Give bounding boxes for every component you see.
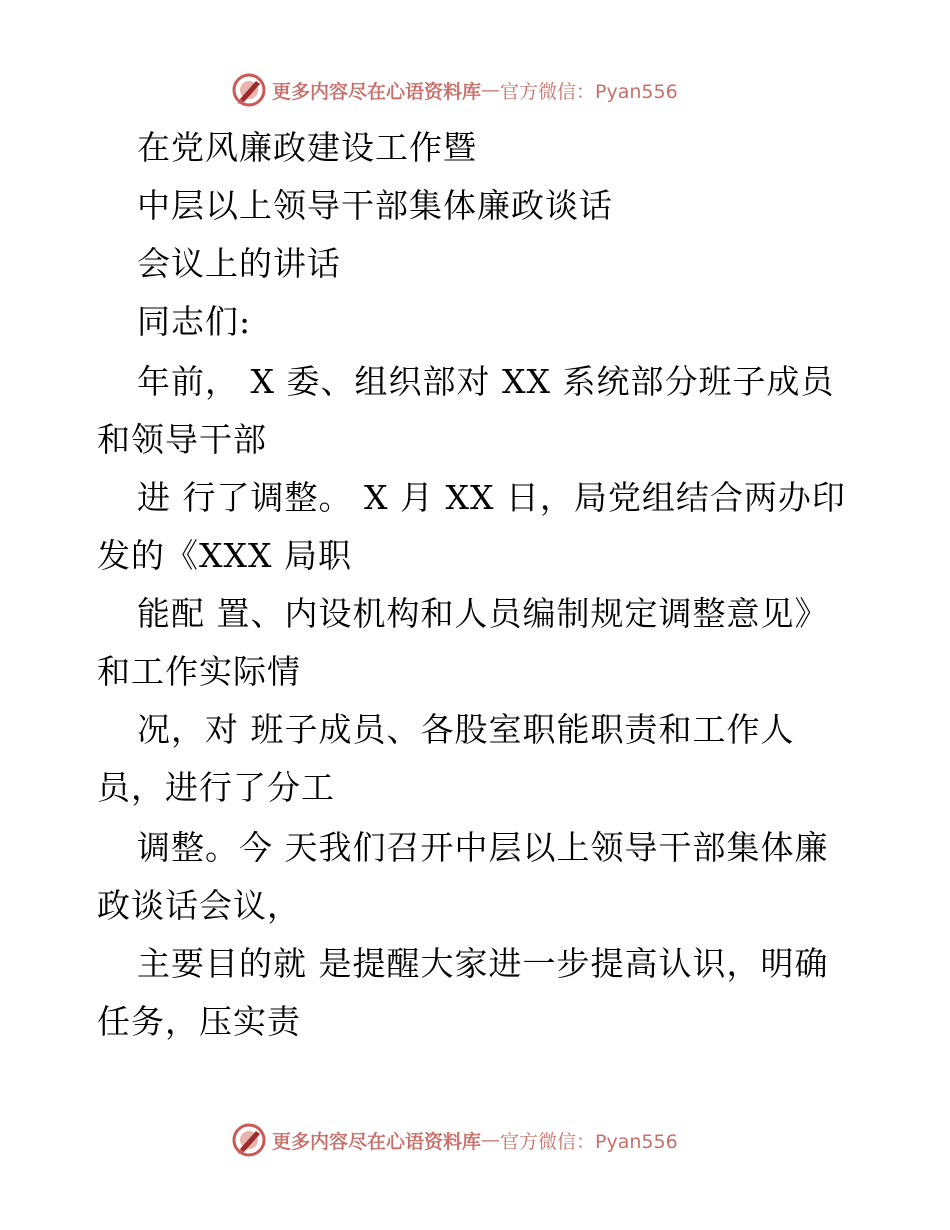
- body-line: 年前， X 委、组织部对 XX 系统部分班子成员: [137, 362, 835, 401]
- body-line: 进 行了调整。 X 月 XX 日，局党组结合两办印: [137, 478, 846, 517]
- watermark-dash: —: [481, 1129, 501, 1151]
- salutation: 同志们:: [137, 302, 252, 341]
- title-line-3: 会议上的讲话: [137, 244, 341, 283]
- body-line: 能配 置、内设机构和人员编制规定调整意见》: [137, 594, 829, 633]
- body-line: 政谈话会议，: [97, 886, 301, 925]
- watermark-wechat-text: 官方微信：Pyan556: [500, 1130, 678, 1153]
- body-line: 发的《XXX 局职: [97, 536, 352, 575]
- watermark-main-text: 更多内容尽在心语资料库: [272, 80, 482, 103]
- header-watermark: [232, 70, 678, 110]
- body-line: 员，进行了分工: [97, 768, 335, 807]
- body-line: 主要目的就 是提醒大家进一步提高认识，明确: [137, 944, 829, 983]
- body-line: 况，对 班子成员、各股室职能职责和工作人: [137, 710, 795, 749]
- watermark-dash: —: [481, 79, 501, 101]
- footer-watermark: [232, 1120, 678, 1160]
- watermark-main-text: 更多内容尽在心语资料库: [272, 1130, 482, 1153]
- title-line-2: 中层以上领导干部集体廉政谈话: [137, 186, 613, 225]
- title-line-1: 在党风廉政建设工作暨: [137, 128, 477, 167]
- body-line: 和工作实际情: [97, 652, 301, 691]
- body-line: 和领导干部: [97, 420, 267, 459]
- body-line: 任务，压实责: [97, 1002, 301, 1041]
- pen-in-circle-logo-icon: [232, 1123, 266, 1157]
- pen-in-circle-logo-icon: [232, 73, 266, 107]
- body-line: 调整。今 天我们召开中层以上领导干部集体廉: [137, 828, 829, 867]
- watermark-wechat-text: 官方微信：Pyan556: [500, 80, 678, 103]
